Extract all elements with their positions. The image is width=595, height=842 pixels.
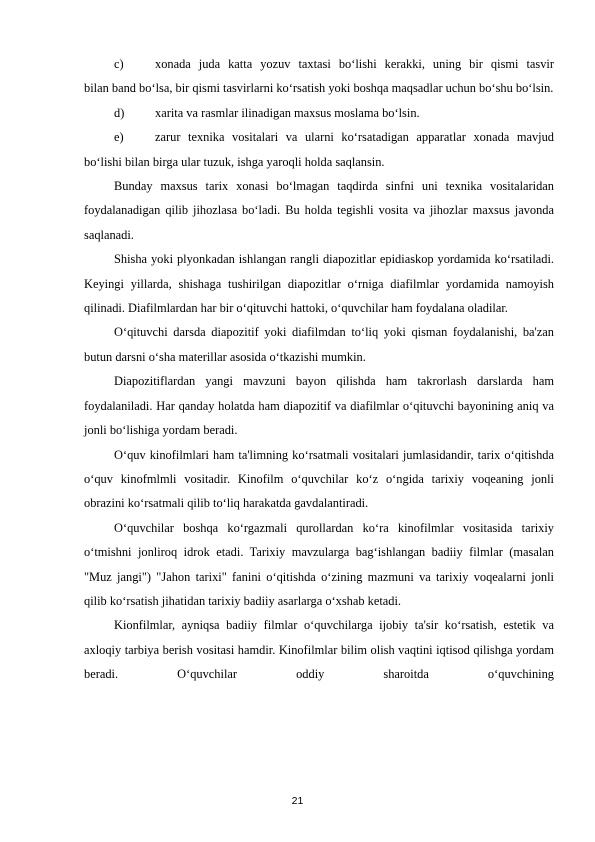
list-marker: d) <box>114 105 125 120</box>
paragraph: O‘quvchilar boshqa ko‘rgazmali qurollardan ko‘ra kinofilmlar vositasida tarixiy o‘tmishni jonliroq idrok etadi. Tarixiy mavzularga bag‘ishlangan badiiy filmlar (masalan "Muz jangi") "Jahon tarixi" fanini o‘qitishda o‘zining mazmuni va tarixiy voqealarni jonli qilib ko‘rsatish jihatidan tarixiy badiiy asarlarga o‘xshab ketadi. <box>84 520 554 608</box>
list-item-continuation: bo‘lishi bilan birga ular tuzuk, ishga yaroqli holda saqlansin. <box>84 154 385 169</box>
paragraph: Diapozitiflardan yangi mavzuni bayon qilishda ham takrorlash darslarda ham foydalaniladi. Har qanday holatda ham diapozitif va diafilmlar o‘qituvchi bayonining aniq va jonli bo‘lishiga yordam beradi. <box>84 374 554 438</box>
paragraph: Bunday maxsus tarix xonasi bo‘lmagan taqdirda sinfni uni texnika vositalaridan foydalanadigan qilib jihozlasa bo‘ladi. Bu holda tegishli vosita va jihozlar maxsus javonda saqlanadi. <box>84 179 554 242</box>
document-body <box>84 52 554 687</box>
paragraph: O‘qituvchi darsda diapozitif yoki diafilmdan to‘liq yoki qisman foydalanishi, ba'zan butun darsni o‘sha materillar asosida o‘tkazishi mumkin. <box>84 325 554 364</box>
list-marker: e) <box>114 130 124 145</box>
list-item-d <box>84 101 554 125</box>
list-item-e <box>84 125 554 149</box>
list-item-c <box>84 52 554 76</box>
page-number: 21 <box>291 795 304 807</box>
list-item-text: zarur texnika vositalari va ularni ko‘rsatadigan apparatlar xonada mavjud <box>155 130 554 145</box>
list-marker: c) <box>114 57 124 71</box>
paragraph: Kionfilmlar, ayniqsa badiiy filmlar o‘quvchilarga ijobiy ta'sir ko‘rsatish, estetik va axloqiy tarbiya berish vositasi hamdir. Kinofilmlar bilim olish vaqtini iqtisod qilishga yordam beradi. O‘quvchilar oddiy sharoitda o‘quvchining <box>84 618 554 682</box>
paragraph: O‘quv kinofilmlari ham ta'limning ko‘rsatmali vositalari jumlasidandir, tarix o‘qitishda o‘quv kinofmlmli vositadir. Kinofilm o‘quvchilar ko‘z o‘ngida tarixiy voqeaning jonli obrazini ko‘rsatmali qilib to‘liq harakatda gavdalantiradi. <box>84 447 554 511</box>
list-item-text: xonada juda katta yozuv taxtasi bo‘lishi kerakki, uning bir qismi tasvir <box>155 57 554 71</box>
paragraph: Shisha yoki plyonkadan ishlangan rangli diapozitlar epidiaskop yordamida ko‘rsatiladi. Keyingi yillarda, shishaga tushirilgan diapozitlar o‘rniga diafilmlar yordamida namoyish qilinadi. Diafilmlardan har bir o‘qituvchi hattoki, o‘quvchilar ham foydalana oladilar. <box>84 252 554 316</box>
list-item-text: xarita va rasmlar ilinadigan maxsus moslama bo‘lsin. <box>155 105 420 120</box>
list-item-continuation: bilan band bo‘lsa, bir qismi tasvirlarni ko‘rsatish yoki boshqa maqsadlar uchun bo‘shu bo‘lsin. <box>84 81 554 96</box>
